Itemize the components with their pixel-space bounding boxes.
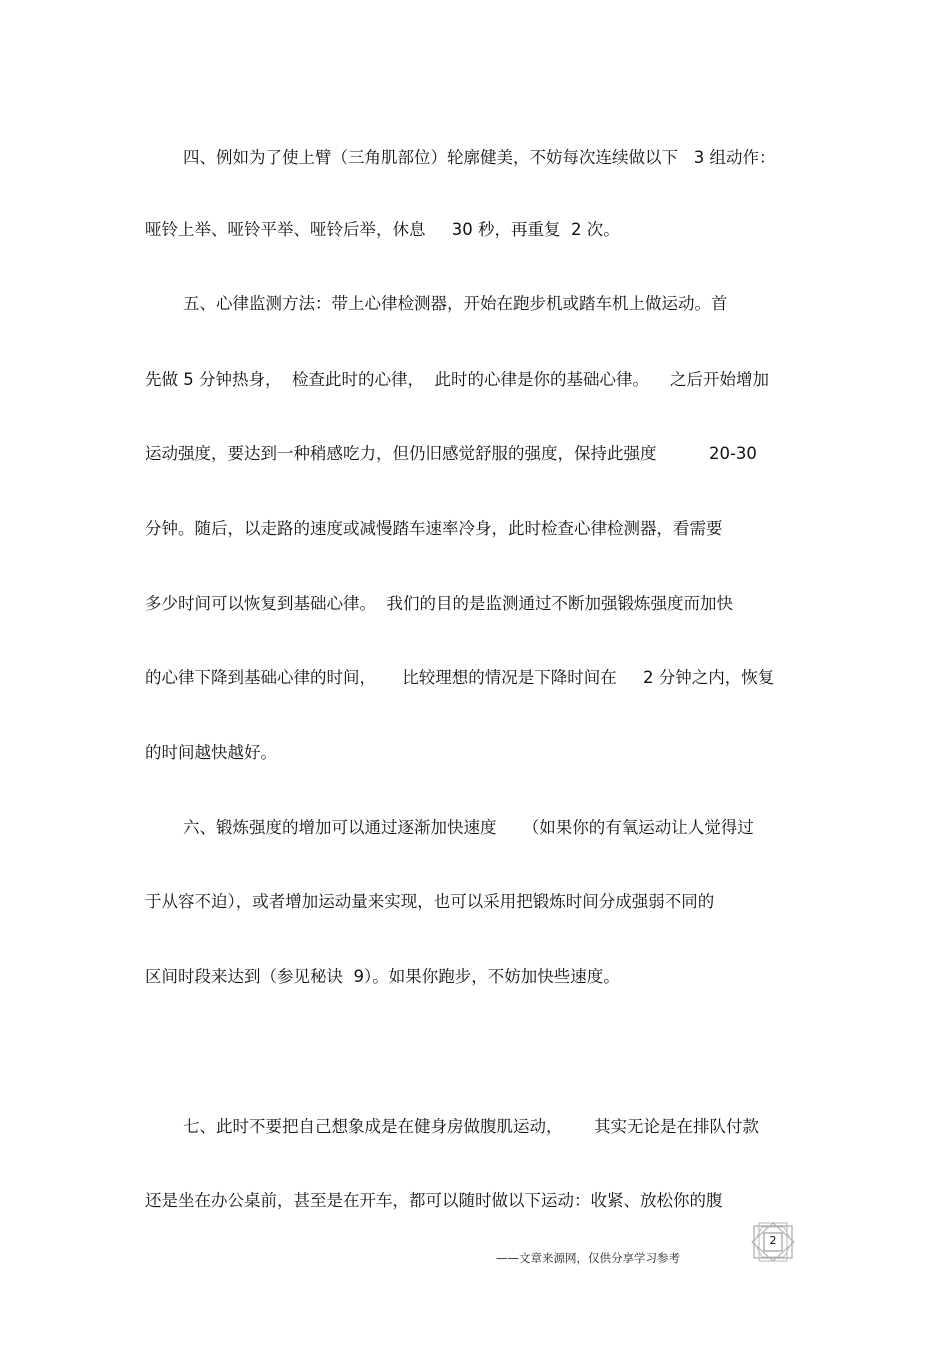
paragraph-5-line-7: 的时间越快越好。	[145, 743, 277, 762]
paragraph-5-line-2: 先做 5 分钟热身， 检查此时的心律， 此时的心律是你的基础心律。 之后开始增加	[145, 370, 769, 389]
paragraph-5-line-4: 分钟。随后，以走路的速度或减慢踏车速率冷身，此时检查心律检测器，看需要	[145, 519, 723, 538]
paragraph-7-line-2: 还是坐在办公桌前，甚至是在开车，都可以随时做以下运动：收紧、放松你的腹	[145, 1191, 723, 1210]
footer-source-note: ——文章来源网，仅供分享学习参考	[496, 1251, 680, 1265]
paragraph-6-line-2: 于从容不迫），或者增加运动量来实现，也可以采用把锻炼时间分成强弱不同的	[145, 892, 715, 911]
paragraph-4-line-1: 四、例如为了使上臂（三角肌部位）轮廓健美，不妨每次连续做以下 3 组动作：	[183, 148, 776, 167]
page-number: 2	[769, 1234, 777, 1247]
page-number-badge	[750, 1222, 796, 1262]
paragraph-6-line-3: 区间时段来达到（参见秘诀 9）。如果你跑步，不妨加快些速度。	[145, 967, 620, 986]
paragraph-4-line-2: 哑铃上举、哑铃平举、哑铃后举，休息 30 秒，再重复 2 次。	[145, 220, 620, 239]
paragraph-5-line-1: 五、心律监测方法：带上心律检测器，开始在跑步机或踏车机上做运动。首	[183, 294, 728, 313]
paragraph-7-line-1: 七、此时不要把自己想象成是在健身房做腹肌运动， 其实无论是在排队付款	[183, 1117, 759, 1136]
paragraph-6-line-1: 六、锻炼强度的增加可以通过逐渐加快速度 （如果你的有氧运动让人觉得过	[183, 818, 754, 837]
paragraph-5-line-6: 的心律下降到基础心律的时间， 比较理想的情况是下降时间在 2 分钟之内，恢复	[145, 668, 775, 687]
paragraph-5-line-5: 多少时间可以恢复到基础心律。 我们的目的是监测通过不断加强锻炼强度而加快	[145, 594, 733, 613]
paragraph-5-line-3: 运动强度，要达到一种稍感吃力，但仍旧感觉舒服的强度，保持此强度 20-30	[145, 444, 757, 463]
